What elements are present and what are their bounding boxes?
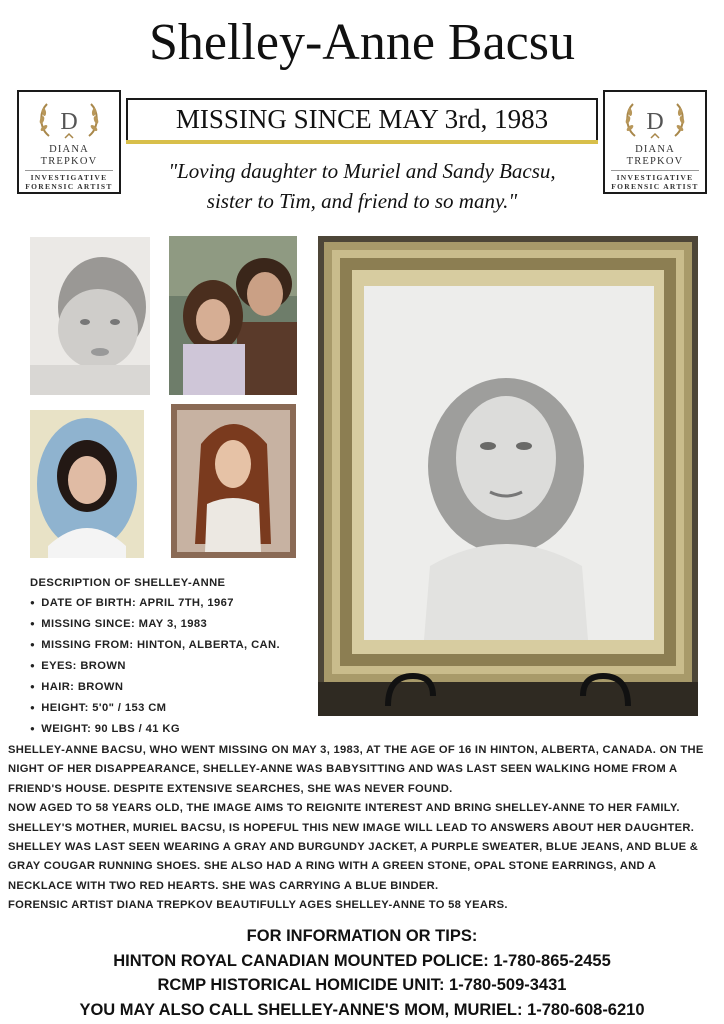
aged-sketch-frame (318, 236, 698, 716)
logo-name-line1: DIANA (49, 144, 89, 155)
summary-paragraph: NOW AGED TO 58 YEARS OLD, THE IMAGE AIMS TO REIGNITE INTEREST AND BRING SHELLEY-ANNE TO HER FAMILY. SHELLEY'S MOTHER, MURIEL BACSU, IS HOPEFUL THIS NEW IMAGE WILL LEAD TO ANSWERS ABOUT HER DAUGHTER. SHELLEY WAS LAST SEEN WEARING A GRAY AND BURGUNDY JACKET, A PURPLE SWEATER, BLUE JEANS, AND BLUE & GRAY COUGAR RUNNING SHOES. SHE ALSO HAD A RING WITH A GREEN STONE, OPAL STONE EARRINGS, AND A NECKLACE WITH TWO RED HEARTS. SHE WAS CARRYING A BLUE BINDER. (8, 802, 699, 892)
tips-heading: FOR INFORMATION OR TIPS: (246, 927, 478, 945)
logo-name-line2: TREPKOV (626, 156, 684, 167)
family-quote: "Loving daughter to Muriel and Sandy Bacsu, sister to Tim, and friend to so many." (168, 159, 556, 213)
logo-name-line1: DIANA (635, 144, 675, 155)
logo-left (17, 90, 121, 194)
tips-rcmp-homicide: RCMP HISTORICAL HOMICIDE UNIT: 1-780-509-3431 (157, 976, 567, 994)
logo-tagline: INVESTIGATIVE FORENSIC ARTIST (25, 170, 112, 191)
poster-title: Shelley-Anne Bacsu (148, 14, 575, 71)
description-heading: DESCRIPTION OF SHELLEY-ANNE (30, 577, 226, 589)
svg-text:D: D (646, 109, 664, 135)
description-section (30, 573, 320, 740)
summary-paragraph: SHELLEY-ANNE BACSU, WHO WENT MISSING ON MAY 3, 1983, AT THE AGE OF 16 IN HINTON, ALBERTA, CANADA. ON THE NIGHT OF HER DISAPPEARANCE, SHELLEY-ANNE WAS BABYSITTING AND WAS LAST SEEN WALKING HOME FROM A FRIEND'S HOUSE. DESPITE EXTENSIVE SEARCHES, SHE WAS NEVER FOUND. (8, 744, 704, 795)
description-item: ● EYES: BROWN (30, 656, 320, 677)
description-item: ● DATE OF BIRTH: APRIL 7TH, 1967 (30, 593, 320, 614)
tips-rcmp-hinton: HINTON ROYAL CANADIAN MOUNTED POLICE: 1-780-865-2455 (113, 951, 611, 970)
laurel-monogram-icon (621, 98, 689, 142)
logo-tagline: INVESTIGATIVE FORENSIC ARTIST (611, 170, 698, 191)
tips-section (0, 924, 724, 1022)
tips-mother: YOU MAY ALSO CALL SHELLEY-ANNE'S MOM, MURIEL: 1-780-608-6210 (79, 1000, 645, 1019)
description-item: ● WEIGHT: 90 LBS / 41 KG (30, 719, 320, 740)
case-summary (8, 741, 718, 916)
description-list (30, 593, 320, 740)
photo-with-brother (169, 236, 297, 395)
svg-text:D: D (60, 109, 78, 135)
description-item: ● MISSING FROM: HINTON, ALBERTA, CAN. (30, 635, 320, 656)
laurel-monogram-icon (35, 98, 103, 142)
missing-since-banner: MISSING SINCE MAY 3rd, 1983 (126, 98, 598, 140)
summary-paragraph: FORENSIC ARTIST DIANA TREPKOV BEAUTIFULLY AGES SHELLEY-ANNE TO 58 YEARS. (8, 899, 508, 912)
logo-name-line2: TREPKOV (40, 156, 98, 167)
photo-baby (30, 237, 150, 395)
description-item: ● HEIGHT: 5'0" / 153 CM (30, 698, 320, 719)
description-item: ● MISSING SINCE: MAY 3, 1983 (30, 614, 320, 635)
photo-long-hair (171, 404, 296, 558)
gold-divider (126, 140, 598, 144)
logo-right (603, 90, 707, 194)
photo-oval-portrait (30, 410, 144, 558)
description-item: ● HAIR: BROWN (30, 677, 320, 698)
